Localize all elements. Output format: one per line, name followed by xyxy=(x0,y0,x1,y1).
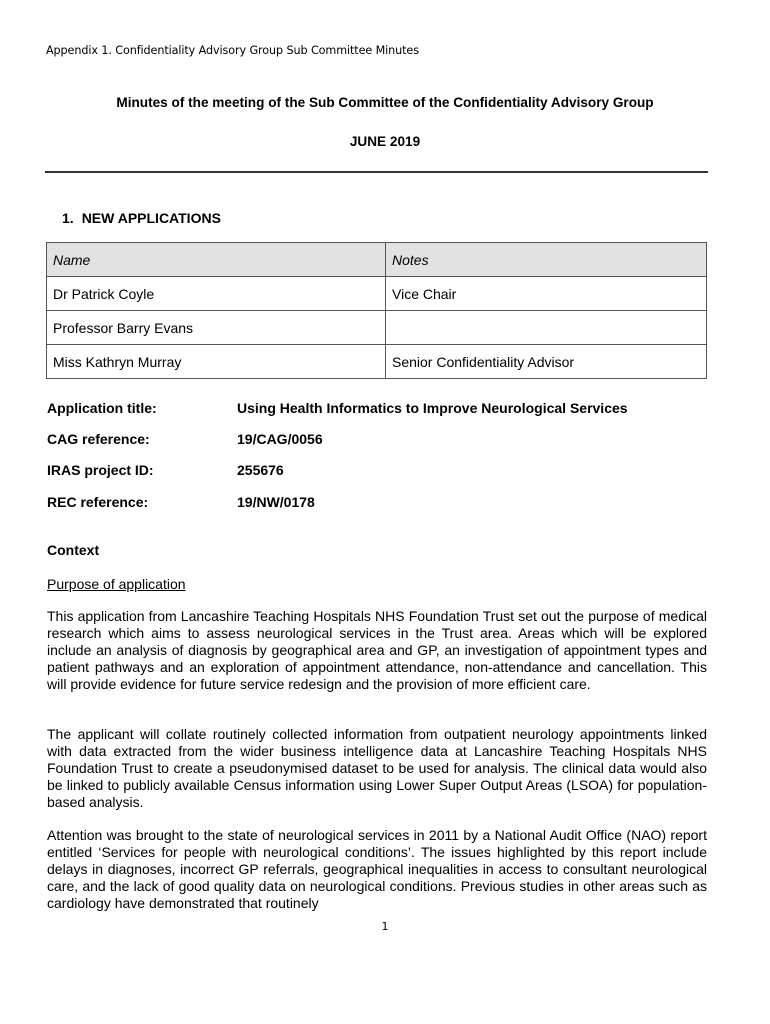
section-title: NEW APPLICATIONS xyxy=(81,210,221,226)
rec-reference-value: 19/NW/0178 xyxy=(237,494,315,510)
column-header-name: Name xyxy=(47,243,386,277)
members-table xyxy=(46,242,707,379)
body-paragraph: The applicant will collate routinely collected information from outpatient neurology appointments linked with data extracted from the wider business intelligence data at Lancashire Teaching Hospitals NHS Foundation Trust to create a pseudonymised dataset to be used for analysis. The clinical data would also be linked to publicly available Census information using Lower Super Output Areas (LSOA) for population-based analysis. xyxy=(47,726,707,810)
column-header-notes: Notes xyxy=(386,243,707,277)
application-title-value: Using Health Informatics to Improve Neurological Services xyxy=(237,400,628,416)
table-header-row xyxy=(47,243,707,277)
iras-project-value: 255676 xyxy=(237,462,284,478)
section-heading xyxy=(62,210,221,226)
iras-project-label: IRAS project ID: xyxy=(47,462,154,478)
cag-reference-value: 19/CAG/0056 xyxy=(237,431,323,447)
table-row xyxy=(47,277,707,311)
title-divider xyxy=(45,171,708,173)
rec-reference-label: REC reference: xyxy=(47,494,149,510)
appendix-header: Appendix 1. Confidentiality Advisory Group Sub Committee Minutes xyxy=(46,44,419,57)
member-notes: Vice Chair xyxy=(386,277,707,311)
section-number: 1. xyxy=(62,210,74,226)
member-notes xyxy=(386,311,707,345)
context-heading: Context xyxy=(47,542,100,558)
member-name: Miss Kathryn Murray xyxy=(47,345,386,379)
table-row xyxy=(47,311,707,345)
table-row xyxy=(47,345,707,379)
document-title: Minutes of the meeting of the Sub Committee of the Confidentiality Advisory Group xyxy=(116,95,654,110)
body-paragraph: This application from Lancashire Teaching Hospitals NHS Foundation Trust set out the purpose of medical research which aims to assess neurological services in the Trust area. Areas which will be explored include an analysis of diagnosis by geographical area and GP, an investigation of appointment types and patient pathways and an exploration of appointment attendance, non-attendance and cancellation. This will provide evidence for future service redesign and the provision of more efficient care. xyxy=(47,608,707,692)
purpose-subheading: Purpose of application xyxy=(47,576,186,592)
member-name: Professor Barry Evans xyxy=(47,311,386,345)
page-number: 1 xyxy=(381,920,389,933)
meeting-date: JUNE 2019 xyxy=(349,134,421,149)
cag-reference-label: CAG reference: xyxy=(47,431,150,447)
body-paragraph: Attention was brought to the state of neurological services in 2011 by a National Audit Office (NAO) report entitled ‘Services for people with neurological conditions’. The issues highlighted by this report include delays in diagnoses, incorrect GP referrals, geographical inequalities in access to consultant neurological care, and the lack of good quality data on neurological conditions. Previous studies in other areas such as cardiology have demonstrated that routinely xyxy=(47,827,707,911)
application-title-label: Application title: xyxy=(47,400,157,416)
member-notes: Senior Confidentiality Advisor xyxy=(386,345,707,379)
member-name: Dr Patrick Coyle xyxy=(47,277,386,311)
